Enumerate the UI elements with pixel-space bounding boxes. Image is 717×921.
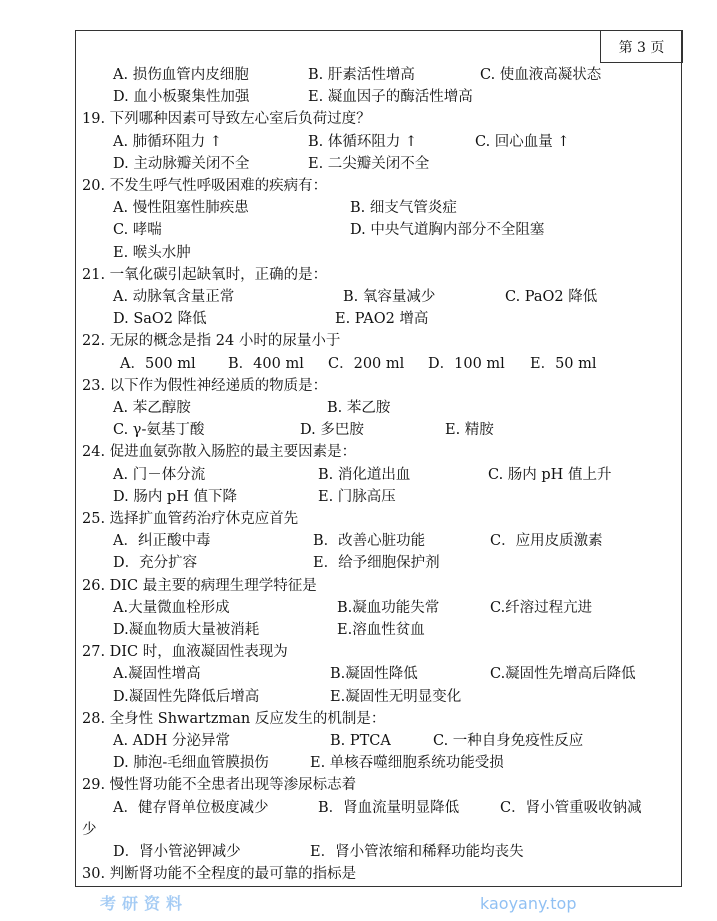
- answer-option: B. 细支气管炎症: [350, 200, 457, 217]
- watermark-logo: 考研资料: [100, 894, 189, 913]
- answer-option: C.纤溶过程亢进: [490, 599, 593, 616]
- option-row: [0, 219, 717, 241]
- page-number: 第 3 页: [600, 30, 683, 63]
- option-row: [0, 752, 717, 774]
- question-text: 19. 下列哪种因素可导致左心室后负荷过度？: [82, 111, 371, 128]
- answer-option: D. 中央气道胸内部分不全阻塞: [350, 222, 545, 239]
- answer-option: A．纠正酸中毒: [113, 533, 211, 550]
- answer-option: E. 门脉高压: [318, 488, 396, 505]
- answer-option: A．500 ml: [120, 355, 196, 372]
- option-row: [0, 552, 717, 574]
- answer-option: D.凝固性先降低后增高: [113, 688, 260, 705]
- question-stem: [0, 330, 717, 352]
- answer-option: E．给予细胞保护剂: [313, 555, 440, 572]
- question-stem: [0, 375, 717, 397]
- answer-option: D. SaO2 降低: [113, 311, 207, 328]
- answer-option: C. 哮喘: [113, 222, 162, 239]
- answer-option: B. 体循环阻力 ↑: [308, 133, 418, 150]
- answer-option: D. 主动脉瓣关闭不全: [113, 155, 250, 172]
- answer-option: C. 肠内 pH 值上升: [488, 466, 612, 483]
- question-text: 20. 不发生呼气性呼吸困难的疾病有：: [82, 178, 328, 194]
- answer-option: D. 多巴胺: [300, 422, 364, 439]
- option-row: [0, 530, 717, 552]
- answer-option: C. 一种自身免疫性反应: [433, 733, 584, 749]
- question-text: 25. 选择扩血管药治疗休克应首先: [82, 511, 299, 527]
- option-row: [0, 64, 717, 86]
- answer-option: E．50 ml: [530, 355, 597, 372]
- answer-option: C.凝固性先增高后降低: [490, 666, 636, 683]
- answer-option: E.溶血性贫血: [337, 622, 425, 638]
- answer-option: E．肾小管浓缩和稀释功能均丧失: [310, 844, 524, 860]
- option-row: [0, 730, 717, 752]
- answer-option: A. 动脉氧含量正常: [113, 289, 235, 305]
- question-stem: [0, 264, 717, 286]
- option-row: [0, 197, 717, 219]
- option-row: [0, 597, 717, 619]
- option-row: [0, 797, 717, 819]
- answer-option: A.凝固性增高: [113, 666, 201, 683]
- option-row: [0, 131, 717, 153]
- option-row: [0, 419, 717, 441]
- answer-option: A．健存肾单位极度减少: [113, 799, 269, 816]
- answer-option: E. PAO2 增高: [335, 311, 429, 328]
- answer-option: E. 喉头水肿: [113, 244, 191, 261]
- answer-option: B. 肝素活性增高: [308, 67, 415, 83]
- question-continuation: [0, 819, 717, 841]
- question-text: 23. 以下作为假性神经递质的物质是：: [82, 377, 328, 394]
- option-row: [0, 353, 717, 375]
- option-row: [0, 397, 717, 419]
- answer-option: C. γ-氨基丁酸: [113, 422, 205, 439]
- option-row: [0, 286, 717, 308]
- answer-option: D. 肺泡-毛细血管膜损伤: [113, 755, 269, 772]
- answer-option: B．改善心脏功能: [313, 533, 426, 550]
- question-text: 21. 一氧化碳引起缺氧时，正确的是：: [82, 266, 328, 283]
- answer-option: B. 苯乙胺: [327, 400, 391, 416]
- option-row: [0, 663, 717, 685]
- question-stem: [0, 575, 717, 597]
- question-text: 29. 慢性肾功能不全患者出现等渗尿标志着: [82, 777, 357, 794]
- answer-option: C. 使血液高凝状态: [480, 67, 602, 83]
- option-row: [0, 464, 717, 486]
- option-row: [0, 619, 717, 641]
- answer-option: A. 慢性阻塞性肺疾患: [113, 200, 249, 217]
- watermark-url: kaoyany.top: [480, 894, 577, 913]
- option-row: [0, 841, 717, 863]
- answer-option: B.凝固性降低: [330, 666, 418, 683]
- answer-option: C．200 ml: [328, 355, 405, 372]
- answer-option: E.凝固性无明显变化: [330, 688, 462, 705]
- answer-option: B. 消化道出血: [318, 466, 411, 483]
- question-stem: [0, 641, 717, 663]
- answer-option: A. ADH 分泌异常: [113, 733, 231, 749]
- question-text: 26. DIC 最主要的病理生理学特征是: [82, 577, 317, 594]
- option-row: [0, 242, 717, 264]
- option-row: [0, 308, 717, 330]
- question-stem: [0, 708, 717, 730]
- question-stem: [0, 175, 717, 197]
- question-stem: [0, 863, 717, 885]
- answer-option: A. 损伤血管内皮细胞: [113, 67, 249, 83]
- answer-option: C. 回心血量 ↑: [475, 133, 570, 150]
- question-text: 27. DIC 时，血液凝固性表现为: [82, 644, 288, 661]
- answer-option: B. PTCA: [330, 733, 391, 749]
- answer-option: E. 精胺: [445, 422, 494, 439]
- answer-option: B. 氧容量减少: [343, 289, 436, 305]
- answer-option: D．充分扩容: [113, 555, 198, 572]
- question-stem: [0, 441, 717, 463]
- answer-option: E. 二尖瓣关闭不全: [308, 155, 430, 172]
- question-stem: [0, 774, 717, 796]
- answer-option: A.大量微血栓形成: [113, 599, 230, 616]
- answer-option: B．400 ml: [228, 355, 304, 372]
- answer-option: D.凝血物质大量被消耗: [113, 622, 260, 638]
- answer-option: C. PaO2 降低: [505, 289, 598, 305]
- answer-option: D．100 ml: [428, 355, 505, 372]
- answer-option: D．肾小管泌钾减少: [113, 844, 241, 860]
- option-row: [0, 153, 717, 175]
- answer-option: A. 门－体分流: [113, 466, 206, 483]
- answer-option: D. 血小板聚集性加强: [113, 89, 250, 106]
- question-text: 22. 无尿的概念是指 24 小时的尿量小于: [82, 333, 341, 350]
- answer-option: D. 肠内 pH 值下降: [113, 488, 237, 505]
- answer-option: B．肾血流量明显降低: [318, 799, 460, 816]
- answer-option: E. 单核吞噬细胞系统功能受损: [310, 755, 504, 772]
- question-stem: [0, 508, 717, 530]
- option-row: [0, 86, 717, 108]
- answer-option: C．应用皮质激素: [490, 533, 603, 550]
- answer-option: C．肾小管重吸收钠减: [500, 799, 642, 816]
- question-text: 24. 促进血氨弥散入肠腔的最主要因素是：: [82, 444, 357, 461]
- answer-option: B.凝血功能失常: [337, 599, 440, 616]
- question-text: 28. 全身性 Shwartzman 反应发生的机制是：: [82, 710, 386, 727]
- option-row: [0, 486, 717, 508]
- answer-option: E. 凝血因子的酶活性增高: [308, 89, 473, 106]
- answer-option: A. 肺循环阻力 ↑: [113, 133, 222, 150]
- question-stem: [0, 108, 717, 130]
- question-text: 少: [82, 821, 97, 838]
- answer-option: A. 苯乙醇胺: [113, 400, 191, 416]
- option-row: [0, 686, 717, 708]
- question-text: 30. 判断肾功能不全程度的最可靠的指标是: [82, 866, 357, 883]
